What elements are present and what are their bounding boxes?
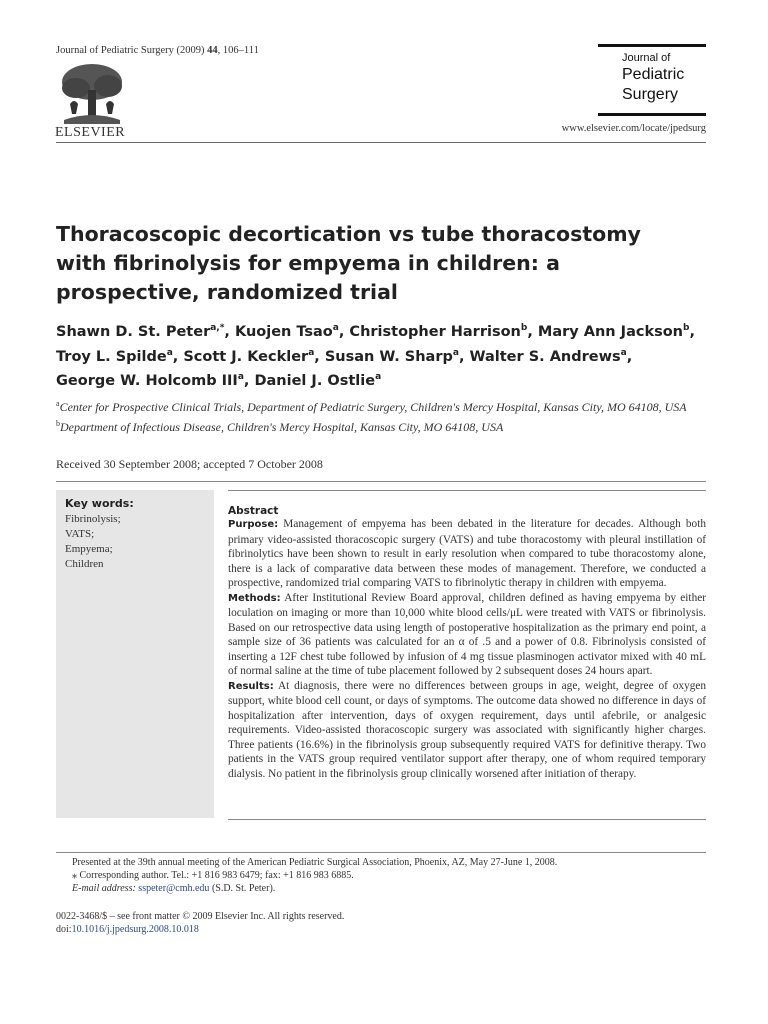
journal-citation	[56, 45, 259, 56]
footnote-corresponding: ⁎ Corresponding author. Tel.: +1 816 983 6479; fax: +1 816 983 6885.	[72, 870, 354, 881]
author: Susan W. Sharp$^a$,	[324, 347, 470, 365]
citation-journal: Journal of Pediatric Surgery (2009)	[56, 45, 205, 56]
citation-pages: , 106–111	[217, 45, 259, 56]
keyword: Fibrinolysis;	[65, 513, 121, 525]
footnote-divider	[56, 852, 706, 853]
author: Daniel J. Ostlie$^a$	[254, 372, 382, 390]
affiliations	[56, 396, 706, 435]
email-link[interactable]: sspeter@cmh.edu	[138, 883, 210, 894]
footnote-presented: Presented at the 39th annual meeting of the American Pediatric Surgical Association, Phoenix, AZ, May 27-June 1, 2008.	[72, 857, 558, 868]
author: Christopher Harrison$^b$,	[349, 323, 538, 340]
keywords-heading: Key words:	[65, 497, 134, 510]
author: Kuojen Tsao$^a$,	[234, 323, 350, 340]
header-divider	[56, 142, 706, 143]
abstract-body	[228, 517, 706, 781]
affiliation: $^a$Center for Prospective Clinical Trials, Department of Pediatric Surgery, Children's Mercy Hospital, Kansas City, MO 64108, USA	[56, 399, 687, 414]
journal-logo-surgery: Surgery	[622, 86, 679, 103]
publisher-name: ELSEVIER	[55, 125, 126, 140]
keyword: Children	[65, 558, 104, 570]
article-title: Thoracoscopic decortication vs tube thoracostomy with fibrinolysis for empyema in children: a prospective, randomized trial	[56, 222, 641, 304]
legal-info	[56, 910, 706, 936]
abstract-heading: Abstract	[228, 505, 279, 517]
abstract-results: Results: At diagnosis, there were no differences between groups in age, weight, degree of oxygen support, white blood cell count, or days of symptoms. The outcome data showed no difference in days of hospitalization after intervention, days of oxygen requirement, days until afebrile, or analgesic requirements. Video-assisted thoracoscopic surgery was associated with significantly higher charges. Three patients (16.6%) in the fibrinolysis group subsequently required VATS for definitive therapy. Two patients in the VATS group required ventilator support after therapy, one of whom required temporary dialysis. No patient in the fibrinolysis group clinically worsened after initiation of therapy.	[228, 679, 707, 780]
keywords-list	[65, 512, 121, 572]
citation-volume: 44	[207, 45, 218, 56]
section-divider	[56, 481, 706, 482]
abstract-methods: Methods: After Institutional Review Board approval, children defined as having empyema by either loculation on imaging or more than 10,000 white blood cells/μL were treated with VATS or fibrinolysis. Based on our retrospective data using length of postoperative hospitalization as the primary end point, a sample size of 36 patients was calculated for an α of .5 and a power of 0.8. Fibrinolysis consisted of inserting a 12F chest tube followed by infusion of 4 mg tissue plasminogen activator mixed with 40 mL of normal saline at the time of tube placement followed by 2 subsequent doses 24 hours apart.	[228, 591, 706, 677]
abstract-divider-top	[228, 490, 706, 491]
elsevier-tree-logo	[56, 60, 128, 126]
keyword: Empyema;	[65, 543, 113, 555]
author: Mary Ann Jackson$^b$,	[537, 323, 695, 340]
received-dates: Received 30 September 2008; accepted 7 October 2008	[56, 457, 323, 471]
author-list	[56, 318, 716, 392]
issn-copyright: 0022-3468/$ – see front matter © 2009 Elsevier Inc. All rights reserved.	[56, 911, 345, 922]
journal-logo-rule-top	[598, 44, 706, 47]
abstract-divider-bottom	[228, 819, 706, 820]
author: Scott J. Keckler$^a$,	[183, 347, 325, 365]
journal-logo-of: Journal of	[622, 52, 671, 64]
footnote-email: E-mail address: sspeter@cmh.edu (S.D. St. Peter).	[72, 883, 276, 894]
author: Troy L. Spilde$^a$,	[56, 347, 184, 365]
author: George W. Holcomb III$^a$,	[56, 372, 255, 390]
journal-logo	[598, 44, 706, 116]
keyword: VATS;	[65, 528, 95, 540]
doi-line: doi:10.1016/j.jpedsurg.2008.10.018	[56, 924, 199, 935]
author: Walter S. Andrews$^a$,	[469, 347, 633, 365]
journal-logo-pediatric: Pediatric	[622, 66, 685, 83]
author: Shawn D. St. Peter$^{a,*}$,	[56, 323, 235, 340]
keywords-box	[56, 490, 214, 818]
abstract-purpose: Purpose: Management of empyema has been debated in the literature for decades. Although both primary video-assisted thoracoscopic surgery (VATS) and tube thoracostomy with pleural instillation of fibrinolytics have been shown to result in early resolution when compared to tube thoracostomy alone, there is a lack of comparative data between these modes of management. Therefore, we conducted a prospective, randomized trial comparing VATS to fibrinolytic therapy in children with empyema.	[228, 518, 706, 589]
doi-link[interactable]: 10.1016/j.jpedsurg.2008.10.018	[71, 924, 199, 935]
footnotes	[72, 856, 702, 895]
journal-logo-rule-bottom	[598, 113, 706, 116]
affiliation: $^b$Department of Infectious Disease, Children's Mercy Hospital, Kansas City, MO 64108, USA	[56, 418, 504, 434]
journal-url-link[interactable]: www.elsevier.com/locate/jpedsurg	[561, 123, 706, 134]
